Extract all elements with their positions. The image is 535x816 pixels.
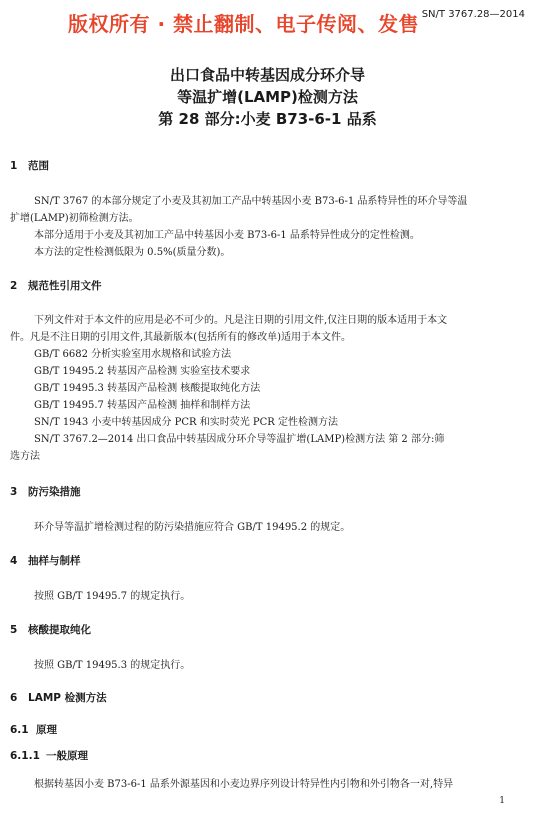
reference-item: GB/T 19495.2 转基因产品检测 实验室技术要求: [34, 366, 251, 377]
paragraph: 本方法的定性检测低限为 0.5%(质量分数)。: [34, 247, 231, 258]
section-number: 3: [10, 486, 18, 498]
section-number: 1: [10, 160, 18, 172]
section-title: 防污染措施: [28, 486, 81, 498]
paragraph: 按照 GB/T 19495.3 的规定执行。: [34, 660, 191, 671]
subsection-6-1-heading: [10, 722, 57, 737]
section-number: 4: [10, 555, 18, 567]
paragraph-continuation: 扩增(LAMP)初筛检测方法。: [10, 213, 139, 224]
section-title: 规范性引用文件: [28, 280, 102, 292]
subsection-title: 原理: [36, 724, 57, 736]
section-title: 范围: [28, 160, 49, 172]
section-6-heading: [10, 690, 107, 705]
page-number: 1: [499, 796, 505, 806]
subsection-title: 一般原理: [46, 750, 88, 762]
section-2-heading: [10, 278, 102, 293]
section-number: 5: [10, 624, 18, 636]
reference-item: SN/T 1943 小麦中转基因成分 PCR 和实时荧光 PCR 定性检测方法: [34, 417, 338, 428]
paragraph: 环介导等温扩增检测过程的防污染措施应符合 GB/T 19495.2 的规定。: [34, 522, 351, 533]
section-4-heading: [10, 553, 81, 568]
section-5-heading: [10, 622, 91, 637]
section-title: 核酸提取纯化: [28, 624, 91, 636]
paragraph: 按照 GB/T 19495.7 的规定执行。: [34, 591, 191, 602]
section-number: 2: [10, 280, 18, 292]
reference-item-continuation: 选方法: [10, 451, 40, 462]
paragraph: SN/T 3767 的本部分规定了小麦及其初加工产品中转基因小麦 B73-6-1 品系特异性的环介导等温: [34, 196, 468, 207]
reference-item: GB/T 19495.3 转基因产品检测 核酸提取纯化方法: [34, 383, 261, 394]
watermark-text: 版权所有 · 禁止翻制、电子传阅、发售: [68, 12, 420, 36]
reference-item: GB/T 6682 分析实验室用水规格和试验方法: [34, 349, 232, 360]
title-line-1: 出口食品中转基因成分环介导: [169, 66, 365, 84]
paragraph-continuation: 件。凡是不注日期的引用文件,其最新版本(包括所有的修改单)适用于本文件。: [10, 332, 351, 343]
section-1-heading: [10, 158, 49, 173]
subsection-6-1-1-heading: [10, 748, 88, 763]
title-line-3: 第 28 部分:小麦 B73-6-1 品系: [158, 110, 377, 128]
subsection-number: 6.1: [10, 724, 29, 736]
title-line-2: 等温扩增(LAMP)检测方法: [177, 88, 358, 106]
document-number: SN/T 3767.28—2014: [421, 9, 525, 20]
reference-item: SN/T 3767.2—2014 出口食品中转基因成分环介导等温扩增(LAMP)检测方法 第 2 部分:筛: [34, 434, 445, 445]
section-title: 抽样与制样: [28, 555, 81, 567]
section-title: LAMP 检测方法: [28, 692, 107, 704]
paragraph: 本部分适用于小麦及其初加工产品中转基因小麦 B73-6-1 品系特异性成分的定性检测。: [34, 230, 420, 241]
section-3-heading: [10, 484, 81, 499]
paragraph: 下列文件对于本文件的应用是必不可少的。凡是注日期的引用文件,仅注日期的版本适用于本文: [34, 315, 448, 326]
reference-item: GB/T 19495.7 转基因产品检测 抽样和制样方法: [34, 400, 251, 411]
paragraph: 根据转基因小麦 B73-6-1 品系外源基因和小麦边界序列设计特异性内引物和外引物各一对,特异: [34, 779, 454, 790]
section-number: 6: [10, 692, 18, 704]
subsection-number: 6.1.1: [10, 750, 40, 762]
